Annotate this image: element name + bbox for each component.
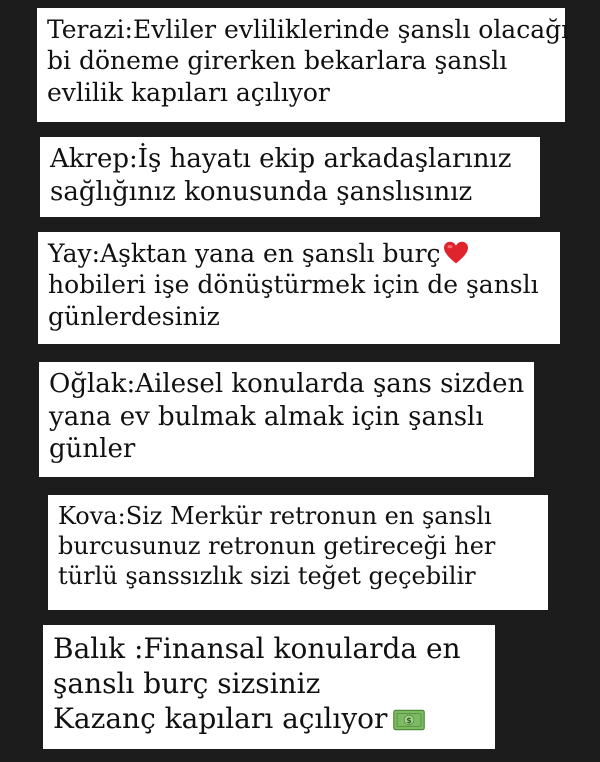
card-line: Oğlak:Ailesel konularda şans sizden [49, 369, 525, 399]
dollar-banknote-icon [393, 709, 425, 731]
horoscope-card-akrep [40, 137, 540, 217]
card-line-text: Yay:Aşktan yana en şanslı burç [48, 239, 441, 268]
red-heart-icon [443, 241, 469, 265]
card-line: günlerdesiniz [48, 301, 220, 331]
card-line: sağlığınız konusunda şanslısınız [50, 176, 473, 207]
card-line [53, 701, 485, 736]
card-line: şanslı burç sizsiniz [53, 667, 321, 700]
card-line [48, 238, 550, 269]
horoscope-card-balik [43, 625, 495, 749]
card-line: türlü şanssızlık sizi teğet geçebilir [58, 562, 476, 590]
horoscope-card-oglak [39, 362, 534, 477]
card-line: yana ev bulmak almak için şanslı [49, 401, 484, 432]
card-line: Akrep:İş hayatı ekip arkadaşlarınız [50, 144, 512, 174]
card-line: bi döneme girerken bekarlara şanslı [47, 46, 508, 76]
svg-text:$: $ [406, 716, 413, 726]
horoscope-card-terazi [37, 8, 570, 122]
horoscope-card-yay [38, 232, 560, 344]
card-line: Terazi:Evliler evliliklerinde şanslı olacağı [47, 15, 570, 44]
card-line: hobileri işe dönüştürmek için de şanslı [48, 270, 539, 300]
card-line: Balık :Finansal konularda en [53, 632, 461, 665]
card-line: günler [49, 434, 136, 464]
card-line: evlilik kapıları açılıyor [47, 77, 330, 107]
card-line: burcusunuz retronun getireceği her [58, 532, 496, 560]
card-line: Kova:Siz Merkür retronun en şanslı [58, 502, 492, 530]
horoscope-card-kova [48, 495, 548, 610]
card-line-text: Kazanç kapıları açılıyor [53, 702, 388, 735]
